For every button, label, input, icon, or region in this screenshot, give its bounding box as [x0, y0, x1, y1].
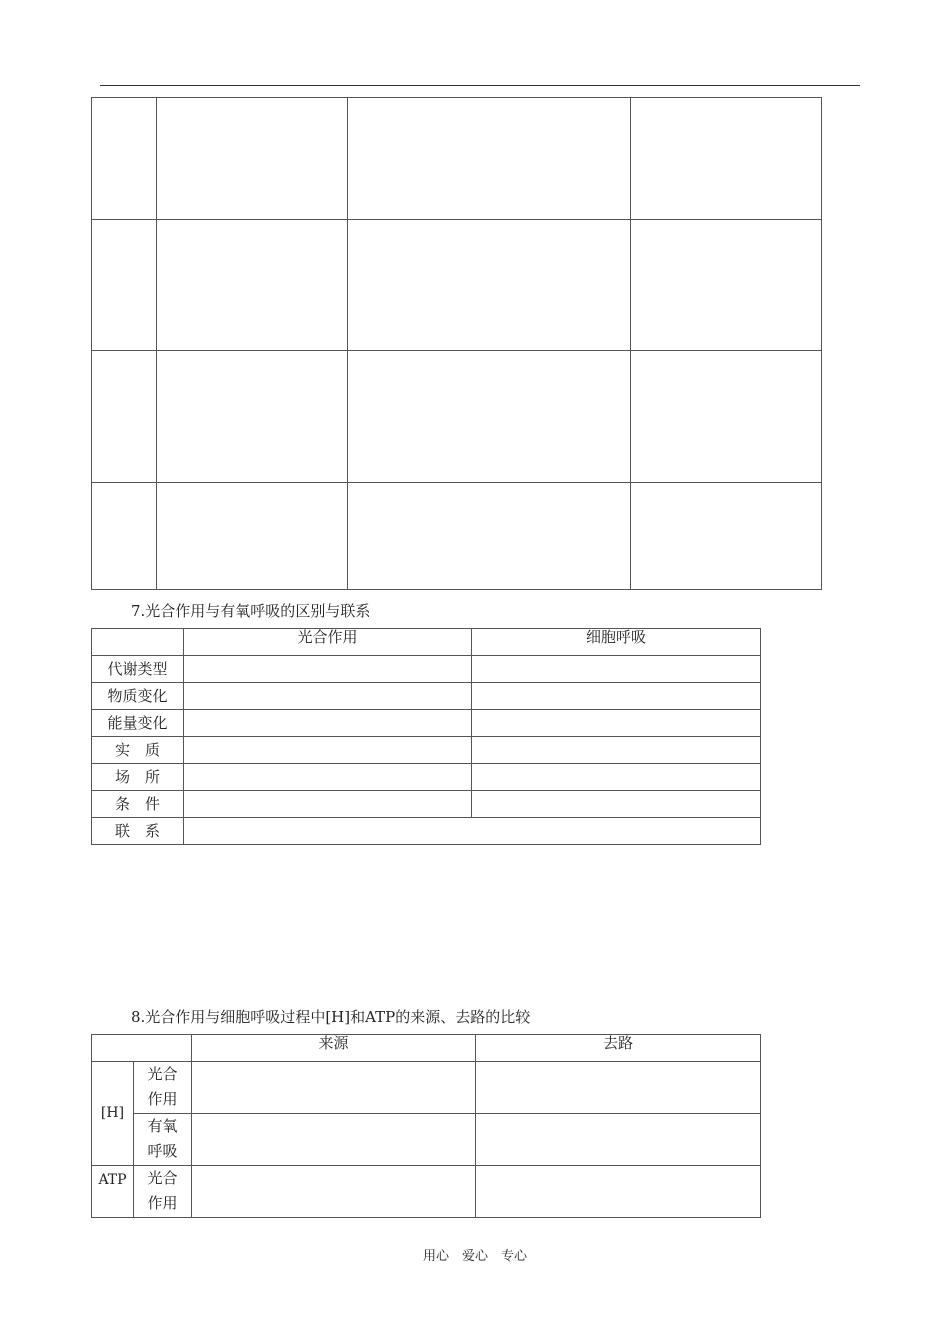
empty-cell[interactable]	[192, 1062, 476, 1114]
row-label-conditions: 条 件	[92, 791, 184, 818]
grid-cell	[631, 483, 822, 590]
empty-cell[interactable]	[184, 656, 472, 683]
header-cell-photosynthesis: 光合作用	[184, 629, 472, 656]
h-atp-source-destination-table	[91, 1034, 761, 1218]
header-cell-empty	[92, 1035, 192, 1062]
sub-row-label-line: 呼吸	[147, 1142, 178, 1160]
grid-cell	[348, 351, 631, 483]
sub-row-label	[134, 1062, 192, 1114]
grid-cell	[348, 98, 631, 220]
sub-row-label	[134, 1114, 192, 1166]
sub-row-label-line: 作用	[147, 1090, 178, 1108]
grid-cell	[92, 351, 157, 483]
grid-cell	[348, 220, 631, 351]
grid-cell	[157, 351, 348, 483]
table-row	[92, 710, 761, 737]
grid-cell	[157, 98, 348, 220]
empty-cell[interactable]	[184, 710, 472, 737]
sub-row-label-line: 有氧	[147, 1117, 178, 1135]
grid-cell	[92, 483, 157, 590]
row-label-essence: 实 质	[92, 737, 184, 764]
sub-row-label-line: 作用	[147, 1194, 178, 1212]
row-label-material-change: 物质变化	[92, 683, 184, 710]
grid-row	[92, 351, 822, 483]
row-label-metabolism-type: 代谢类型	[92, 656, 184, 683]
table-row	[92, 737, 761, 764]
empty-cell[interactable]	[476, 1114, 761, 1166]
grid-cell	[92, 220, 157, 351]
grid-row	[92, 98, 822, 220]
table-header-row	[92, 1035, 761, 1062]
photosynthesis-respiration-comparison-table	[91, 628, 761, 845]
table-row	[92, 656, 761, 683]
sub-row-label-line: 光合	[147, 1169, 178, 1187]
grid-cell	[631, 220, 822, 351]
header-rule	[100, 85, 860, 86]
grid-cell	[157, 483, 348, 590]
row-label-energy-change: 能量变化	[92, 710, 184, 737]
row-group-label-atp: ATP	[92, 1166, 134, 1218]
table-row	[92, 764, 761, 791]
sub-row-label-line: 光合	[147, 1065, 178, 1083]
empty-cell[interactable]	[184, 683, 472, 710]
table-row	[92, 818, 761, 845]
empty-cell[interactable]	[192, 1114, 476, 1166]
empty-cell[interactable]	[472, 764, 761, 791]
table-row	[92, 1062, 761, 1114]
empty-cell[interactable]	[476, 1166, 761, 1218]
empty-cell[interactable]	[184, 791, 472, 818]
header-cell-empty	[92, 629, 184, 656]
empty-cell[interactable]	[476, 1062, 761, 1114]
grid-cell	[631, 351, 822, 483]
sub-row-label	[134, 1166, 192, 1218]
empty-cell-merged[interactable]	[184, 818, 761, 845]
empty-grid-table	[91, 97, 822, 590]
empty-cell[interactable]	[472, 710, 761, 737]
table-row	[92, 683, 761, 710]
header-cell-source: 来源	[192, 1035, 476, 1062]
empty-cell[interactable]	[184, 764, 472, 791]
grid-cell	[157, 220, 348, 351]
empty-cell[interactable]	[472, 737, 761, 764]
row-label-location: 场 所	[92, 764, 184, 791]
empty-cell[interactable]	[184, 737, 472, 764]
empty-cell[interactable]	[472, 683, 761, 710]
header-cell-respiration: 细胞呼吸	[472, 629, 761, 656]
grid-row	[92, 483, 822, 590]
empty-cell[interactable]	[472, 791, 761, 818]
table-header-row	[92, 629, 761, 656]
grid-cell	[348, 483, 631, 590]
empty-cell[interactable]	[472, 656, 761, 683]
grid-cell	[92, 98, 157, 220]
page-footer: 用心 爱心 专心	[422, 1249, 527, 1264]
table-row	[92, 1114, 761, 1166]
grid-cell	[631, 98, 822, 220]
row-label-connection: 联 系	[92, 818, 184, 845]
section-8-caption: 8.光合作用与细胞呼吸过程中[H]和ATP的来源、去路的比较	[131, 1008, 531, 1026]
row-group-label-h: [H]	[92, 1062, 134, 1166]
header-cell-destination: 去路	[476, 1035, 761, 1062]
table-row	[92, 791, 761, 818]
empty-cell[interactable]	[192, 1166, 476, 1218]
grid-row	[92, 220, 822, 351]
table-row	[92, 1166, 761, 1218]
section-7-caption: 7.光合作用与有氧呼吸的区别与联系	[131, 602, 371, 620]
